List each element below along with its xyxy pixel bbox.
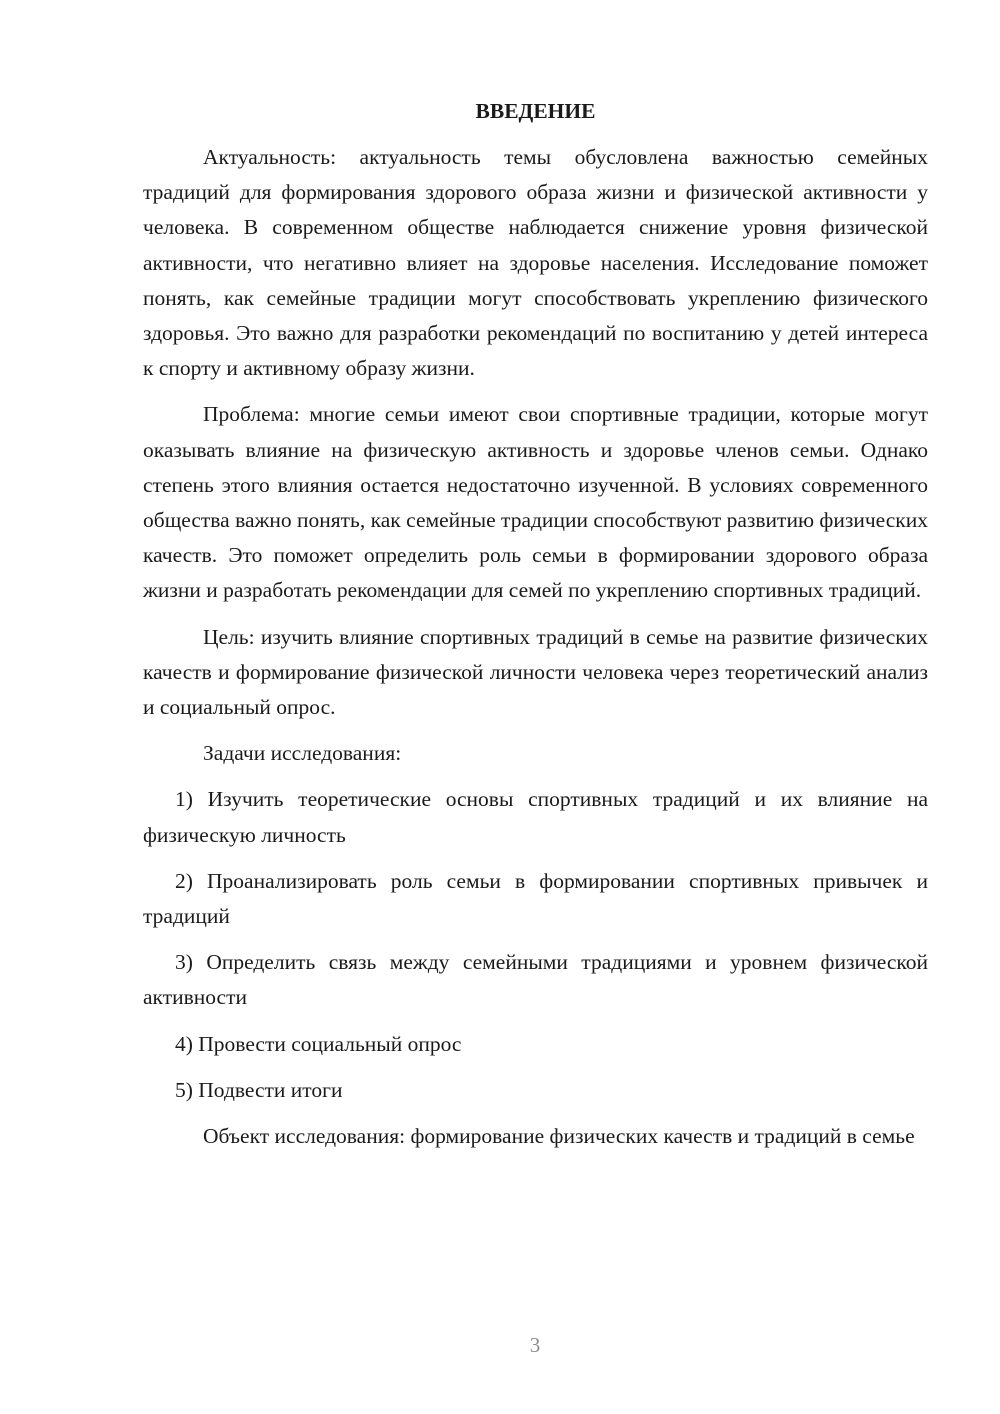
object-paragraph: Объект исследования: формирование физических качеств и традиций в семье: [203, 1124, 915, 1149]
task-item-3: 3) Определить связь между семейными традициями и уровнем физической активности: [143, 950, 928, 1010]
task-item-5: 5) Подвести итоги: [175, 1077, 343, 1102]
task-item-1: 1) Изучить теоретические основы спортивных традиций и их влияние на физическую личность: [143, 787, 928, 847]
goal-paragraph: Цель: изучить влияние спортивных традиций в семье на развитие физических качеств и формирование физической личности человека через теоретический анализ и социальный опрос.: [143, 624, 928, 720]
task-item-4: 4) Провести социальный опрос: [175, 1031, 462, 1056]
section-heading: ВВЕДЕНИЕ: [475, 99, 596, 123]
page-number: 3: [529, 1333, 541, 1357]
task-item-2: 2) Проанализировать роль семьи в формировании спортивных привычек и традиций: [143, 868, 928, 929]
relevance-paragraph: Актуальность: актуальность темы обусловлена важностью семейных традиций для формирования здорового образа жизни и физической активности у человека. В современном обществе наблюдается снижение уровня физической активности, что негативно влияет на здоровье населения. Исследование поможет понять, как семейные традиции могут способствовать укреплению физического здоровья. Это важно для разработки рекомендаций по воспитанию у детей интереса к спорту и активному образу жизни.: [143, 145, 928, 381]
page-content: [143, 94, 928, 1165]
tasks-heading: Задачи исследования:: [203, 741, 402, 766]
problem-paragraph: Проблема: многие семьи имеют свои спортивные традиции, которые могут оказывать влияние на физическую активность и здоровье членов семьи. Однако степень этого влияния остается недостаточно изученной. В условиях современного общества важно понять, как семейные традиции способствуют развитию физических качеств. Это поможет определить роль семьи в формировании здорового образа жизни и разработать рекомендации для семей по укреплению спортивных традиций.: [143, 402, 928, 603]
